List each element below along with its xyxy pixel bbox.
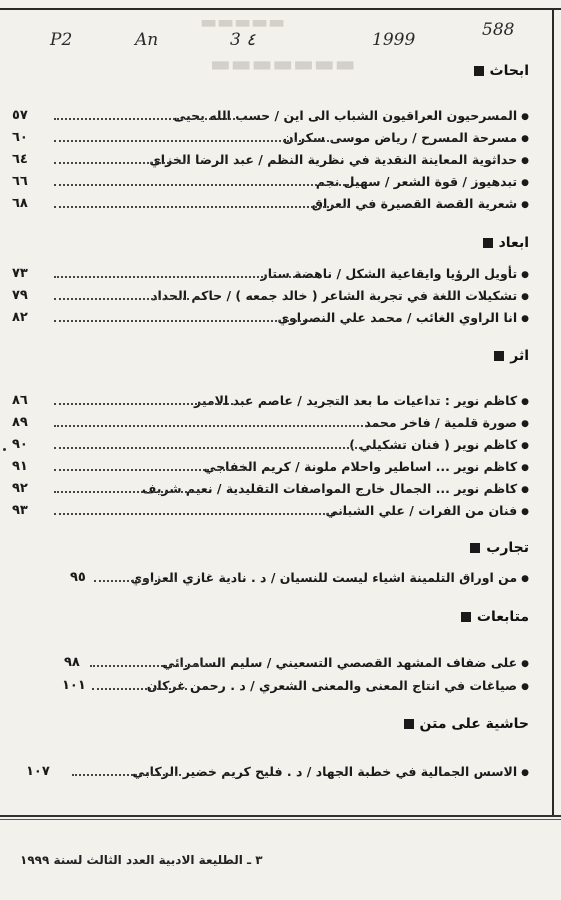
toc-entry [12,676,529,696]
page-number: ٧٣ [12,266,28,281]
dot-bullet-icon: ● [521,199,529,210]
entry-title-text: على ضفاف المشهد القصصي التسعيني / سليم السامرائي [162,655,518,670]
page-number: ٩١ [12,459,28,474]
right-rule [552,8,554,816]
section-heading-text: ابعاد [498,235,529,251]
entry-title-text: كاظم نوير ( فنان تشكيلي ) [349,437,518,452]
toc-entry [12,391,529,411]
toc-entry-title [349,435,529,456]
dot-bullet-icon: ● [521,484,529,495]
dot-leader [54,276,303,278]
toc-entry [12,128,529,148]
toc-entry [12,457,529,477]
toc-entry [12,106,529,126]
toc-entry-title [132,762,529,783]
toc-entry-title [162,653,529,674]
handwritten-note: P2 [50,30,73,50]
dot-leader [54,425,371,427]
page-number: ٦٠ [12,130,28,145]
entry-title-text: من اوراق التلمينة اشياء ليست للنسيان / د . نادية غازي العزاوي [130,570,518,585]
section-heading-text: حاشية على متن [419,716,529,732]
dot-leader [54,206,349,208]
dot-bullet-icon: ● [521,658,529,669]
square-bullet-icon [461,612,471,622]
dot-bullet-icon: ● [521,767,529,778]
page-number: ١٠٧ [26,764,50,779]
dot-leader [54,140,333,142]
bleed-through-mark: ▬▬▬▬▬ [200,12,286,33]
toc-entry-title [283,128,529,149]
section-heading [494,348,529,364]
page-footer: ٣ ـ الطليعة الادبية العدد الثالث لسنة ١٩٩٩ [20,853,263,867]
square-bullet-icon [474,66,484,76]
entry-title-text: المسرحيون العراقيون الشباب الى اين / حسب الله يحيى [173,108,518,123]
dot-leader [54,184,349,186]
entry-title-text: انا الراوي الغائب / محمد علي النصراوي [277,310,518,325]
dot-bullet-icon: ● [521,177,529,188]
toc-entry-title [147,676,529,697]
dot-leader [54,513,349,515]
dot-leader [54,403,233,405]
handwritten-note: 588 [482,20,515,40]
toc-entry-title [149,150,529,171]
section-heading [404,716,530,732]
handwritten-note: 3 ٤ [230,30,256,50]
section-heading-text: ابحاث [489,63,529,79]
dot-leader [90,665,211,667]
toc-entry-title [194,391,529,412]
entry-title-text: تشكيلات اللغة في تجربة الشاعر ( خالد جمعه ) / حاكم الحداد [151,288,518,303]
page-number: ٩٨ [64,655,80,670]
toc-entry-title [278,308,529,329]
dot-bullet-icon: ● [521,291,529,302]
entry-title-text: حداثوية المعاينة النقدية في نظرية النظم / عبد الرضا الخزاي [149,152,518,167]
toc-entry [12,479,529,499]
toc-entry-title [316,172,529,193]
footer-rule [0,819,561,820]
page-number: ٦٦ [12,174,28,189]
dot-bullet-icon: ● [521,111,529,122]
toc-entry-title [261,264,529,285]
page-number: ٩٢ [12,481,28,496]
dot-bullet-icon: ● [521,396,529,407]
dot-bullet-icon: ● [521,155,529,166]
page-number: ٨٦ [12,393,28,408]
toc-entry-title [204,457,530,478]
square-bullet-icon [494,351,504,361]
section-heading [470,540,529,556]
entry-title-text: فنان من الفرات / علي الشباني [325,503,518,518]
dot-bullet-icon: ● [521,440,529,451]
dot-bullet-icon: ● [521,133,529,144]
page-number: ٦٤ [12,152,28,167]
entry-title-text: صياغات في انتاج المعنى والمعنى الشعري / د . رحمن غركان [146,678,518,693]
dot-bullet-icon: ● [521,269,529,280]
square-bullet-icon [483,238,493,248]
dot-leader [92,688,187,690]
dot-leader [72,774,181,776]
scan-speck [3,448,6,451]
section-heading [461,609,529,625]
dot-bullet-icon: ● [521,573,529,584]
entry-title-text: الاسس الجمالية في خطبة الجهاد / د . فليح كريم خضير الركابي [132,764,518,779]
dot-leader [54,447,361,449]
toc-entry [12,435,529,455]
dot-bullet-icon: ● [521,418,529,429]
footer-rule [0,815,561,817]
toc-entry [12,264,529,284]
toc-entry [12,413,529,433]
page-number: ٩٥ [70,570,86,585]
bleed-through-mark: ▬▬▬▬▬▬▬ [210,52,356,77]
dot-leader [54,118,247,120]
entry-title-text: تأويل الرؤيا وايقاعية الشكل / ناهضة ستار [260,266,518,281]
entry-title-text: كاظم نوير ... اساطير واحلام ملونة / كريم الخفاجي [203,459,518,474]
entry-title-text: كاظم نوير : تداعيات ما بعد التجريد / عاصم عبد الامير [194,393,518,408]
handwritten-note: An [135,30,159,50]
square-bullet-icon [404,719,414,729]
page-number: ١٠١ [62,678,86,693]
toc-entry [12,762,529,782]
dot-leader [54,298,189,300]
dot-leader [54,491,199,493]
dot-leader [54,320,309,322]
dot-bullet-icon: ● [521,462,529,473]
page-number: ٨٩ [12,415,28,430]
top-rule [0,8,561,10]
toc-entry-title [151,286,529,307]
page-number: ٧٩ [12,288,28,303]
section-heading-text: متابعات [476,609,529,625]
toc-entry [12,308,529,328]
toc-entry-title [325,501,529,522]
dot-bullet-icon: ● [521,506,529,517]
toc-entry [12,194,529,214]
toc-entry-title [131,568,529,589]
entry-title-text: شعرية القصة القصيرة في العراق [311,196,518,211]
section-heading [483,235,529,251]
toc-entry [12,501,529,521]
page-number: ٦٨ [12,196,28,211]
section-heading-text: تجارب [486,540,529,556]
toc-entry-title [142,479,529,500]
entry-title-text: مسرحة المسرح / رياض موسى سكران [282,130,518,145]
dot-leader [54,162,189,164]
toc-entry [12,653,529,673]
entry-title-text: تبدهيوز / قوة الشعر / سهيل نجم [315,174,518,189]
toc-entry-title [173,106,529,127]
dot-leader [94,580,177,582]
section-heading-text: اثر [510,348,529,364]
page-number: ٩٠ [12,437,28,452]
square-bullet-icon [470,543,480,553]
toc-entry [12,286,529,306]
toc-entry [12,172,529,192]
dot-leader [54,469,249,471]
entry-title-text: صورة قلمية / فاخر محمد [364,415,518,430]
handwritten-note: 1999 [372,30,416,50]
toc-entry-title [312,194,529,215]
toc-entry [12,568,529,588]
toc-entry [12,150,529,170]
toc-entry-title [364,413,529,434]
dot-bullet-icon: ● [521,681,529,692]
page-number: ٨٢ [12,310,28,325]
dot-bullet-icon: ● [521,313,529,324]
entry-title-text: كاظم نوير ... الجمال خارج المواصفات التقليدية / نعيم شريف [141,481,518,496]
section-heading [474,63,529,79]
page-number: ٩٣ [12,503,28,518]
page-number: ٥٧ [12,108,28,123]
